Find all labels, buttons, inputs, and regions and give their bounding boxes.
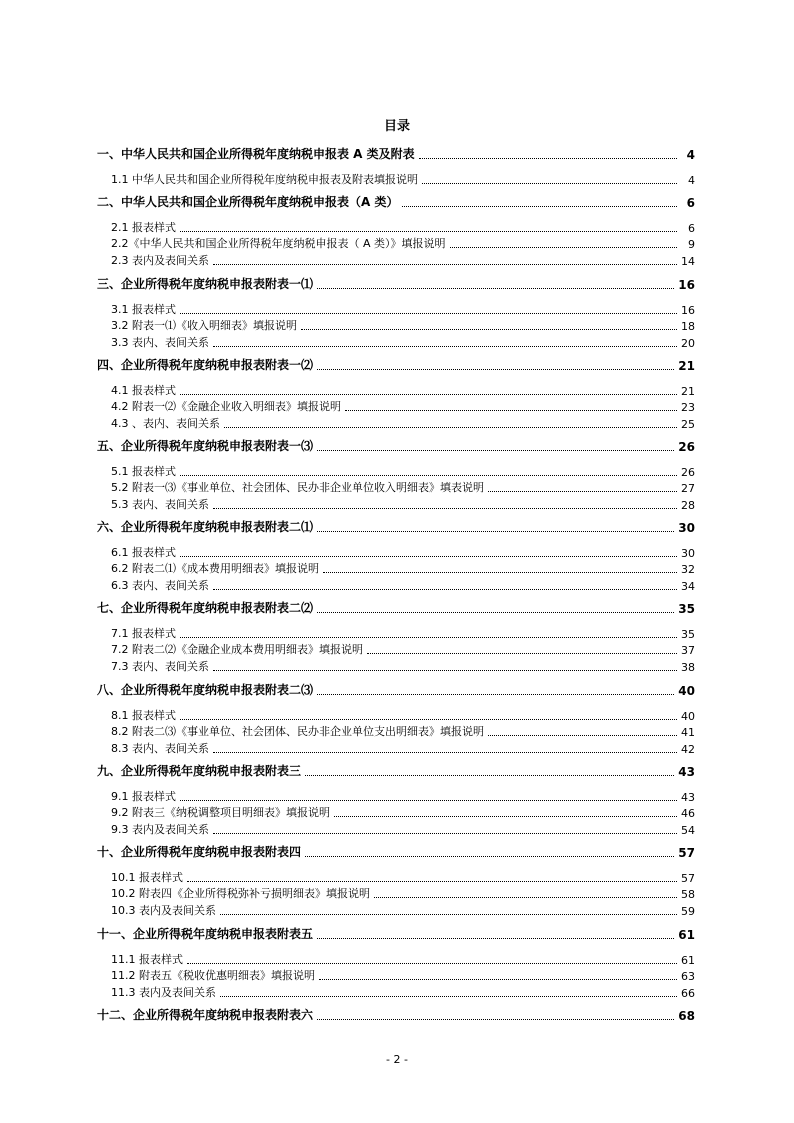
- toc-entry[interactable]: [97, 903, 695, 918]
- toc-entry[interactable]: [97, 318, 695, 333]
- toc-entry[interactable]: [97, 642, 695, 657]
- toc-entry-page: 20: [681, 337, 695, 350]
- toc-section-heading[interactable]: [97, 844, 695, 860]
- toc-entry-page: 42: [681, 743, 695, 756]
- toc-entry[interactable]: [97, 952, 695, 967]
- toc-section-heading-text: 十一、企业所得税年度纳税申报表附表五: [97, 927, 314, 941]
- dot-leader: [317, 288, 674, 289]
- toc-entry-page: 57: [681, 872, 695, 885]
- toc-section-heading-text: 十二、企业所得税年度纳税申报表附表六: [97, 1008, 314, 1022]
- toc-entry-text: 2.3 表内及表间关系: [111, 254, 209, 267]
- toc-entry-text: 9.3 表内及表间关系: [111, 823, 209, 836]
- toc-entry-page: 41: [681, 726, 695, 739]
- toc-entry[interactable]: [97, 789, 695, 804]
- toc-entry-page: 40: [681, 710, 695, 723]
- toc-entry-page: 23: [681, 401, 695, 414]
- toc-section-heading[interactable]: [97, 194, 695, 210]
- dot-leader: [374, 897, 677, 898]
- toc-entry-page: 63: [681, 970, 695, 983]
- toc-entry-text: 6.3 表内、表间关系: [111, 579, 209, 592]
- toc-section-heading-page: 4: [686, 148, 695, 162]
- dot-leader: [213, 752, 677, 753]
- toc-section-heading-page: 57: [678, 846, 695, 860]
- toc-entry-text: 9.2 附表三《纳税调整项目明细表》填报说明: [111, 806, 330, 819]
- toc-entry-text: 7.2 附表二⑵《金融企业成本费用明细表》填报说明: [111, 643, 363, 656]
- dot-leader: [402, 206, 677, 207]
- toc-section-heading-page: 40: [678, 684, 695, 698]
- toc-section-heading-text: 二、中华人民共和国企业所得税年度纳税申报表（A 类）: [97, 195, 399, 209]
- toc-entry-page: 4: [688, 174, 695, 187]
- toc-section-heading[interactable]: [97, 357, 695, 373]
- dot-leader: [419, 158, 677, 159]
- toc-entry[interactable]: [97, 886, 695, 901]
- toc-section-heading[interactable]: [97, 682, 695, 698]
- toc-section-heading-page: 61: [678, 928, 695, 942]
- dot-leader: [220, 914, 677, 915]
- toc-entry-page: 27: [681, 482, 695, 495]
- toc-section-heading-page: 26: [678, 440, 695, 454]
- toc-entry[interactable]: [97, 480, 695, 495]
- toc-entry-text: 4.1 报表样式: [111, 384, 176, 397]
- toc-entry-text: 10.3 表内及表间关系: [111, 904, 216, 917]
- toc-entry[interactable]: [97, 220, 695, 235]
- dot-leader: [220, 996, 677, 997]
- toc-entry[interactable]: [97, 985, 695, 1000]
- toc-entry-text: 1.1 中华人民共和国企业所得税年度纳税申报表及附表填报说明: [111, 173, 418, 186]
- toc-entry-text: 8.2 附表二⑶《事业单位、社会团体、民办非企业单位支出明细表》填报说明: [111, 725, 484, 738]
- dot-leader: [488, 491, 677, 492]
- dot-leader: [367, 653, 677, 654]
- toc-entry[interactable]: [97, 870, 695, 885]
- toc-entry-text: 3.3 表内、表间关系: [111, 336, 209, 349]
- dot-leader: [305, 775, 674, 776]
- toc-entry-text: 6.1 报表样式: [111, 546, 176, 559]
- dot-leader: [180, 800, 677, 801]
- toc-entry-text: 4.3 、表内、表间关系: [111, 417, 220, 430]
- dot-leader: [323, 572, 677, 573]
- toc-section-heading[interactable]: [97, 1007, 695, 1023]
- toc-entry[interactable]: [97, 302, 695, 317]
- toc-entry-text: 11.2 附表五《税收优惠明细表》填报说明: [111, 969, 315, 982]
- dot-leader: [301, 329, 677, 330]
- toc-title: 目录: [383, 119, 410, 134]
- toc-entry-page: 38: [681, 661, 695, 674]
- toc-entry-page: 6: [688, 222, 695, 235]
- toc-section-heading-text: 十、企业所得税年度纳税申报表附表四: [97, 845, 302, 859]
- toc-entry-page: 66: [681, 987, 695, 1000]
- toc-entry-page: 35: [681, 628, 695, 641]
- toc-entry[interactable]: [97, 724, 695, 739]
- toc-entry[interactable]: [97, 805, 695, 820]
- toc-entry-page: 25: [681, 418, 695, 431]
- toc-entry-text: 2.2《中华人民共和国企业所得税年度纳税申报表（ A 类）》填报说明: [111, 237, 446, 250]
- toc-section-heading-text: 九、企业所得税年度纳税申报表附表三: [97, 764, 302, 778]
- toc-entry-text: 5.2 附表一⑶《事业单位、社会团体、民办非企业单位收入明细表》填表说明: [111, 481, 484, 494]
- toc-entry-page: 54: [681, 824, 695, 837]
- toc-entry-page: 30: [681, 547, 695, 560]
- toc-section-heading[interactable]: [97, 926, 695, 942]
- toc-entry-page: 16: [681, 304, 695, 317]
- toc-entry-page: 32: [681, 563, 695, 576]
- dot-leader: [180, 637, 677, 638]
- toc-section-heading-page: 21: [678, 359, 695, 373]
- dot-leader: [187, 881, 677, 882]
- toc-entry-page: 28: [681, 499, 695, 512]
- toc-entry-text: 4.2 附表一⑵《金融企业收入明细表》填报说明: [111, 400, 341, 413]
- toc-entry-page: 59: [681, 905, 695, 918]
- dot-leader: [317, 531, 674, 532]
- toc-entry-text: 11.1 报表样式: [111, 953, 183, 966]
- toc-entry-page: 14: [681, 255, 695, 268]
- toc-entry[interactable]: [97, 497, 695, 512]
- dot-leader: [213, 833, 677, 834]
- toc-entry[interactable]: [97, 464, 695, 479]
- toc-entry[interactable]: [97, 383, 695, 398]
- dot-leader: [213, 264, 677, 265]
- dot-leader: [305, 856, 674, 857]
- toc-entry-page: 37: [681, 644, 695, 657]
- dot-leader: [317, 450, 674, 451]
- dot-leader: [317, 369, 674, 370]
- dot-leader: [317, 938, 674, 939]
- toc-section-heading-page: 68: [678, 1009, 695, 1023]
- toc-entry-page: 18: [681, 320, 695, 333]
- dot-leader: [317, 694, 674, 695]
- toc-entry[interactable]: [97, 659, 695, 674]
- toc-entry-page: 61: [681, 954, 695, 967]
- toc-entry-text: 11.3 表内及表间关系: [111, 986, 216, 999]
- toc-entry[interactable]: [97, 416, 695, 431]
- toc-entry[interactable]: [97, 741, 695, 756]
- toc-entry-text: 9.1 报表样式: [111, 790, 176, 803]
- toc-entry[interactable]: [97, 236, 695, 251]
- toc-entry-text: 3.1 报表样式: [111, 303, 176, 316]
- toc-entry-page: 21: [681, 385, 695, 398]
- toc-entry-text: 8.1 报表样式: [111, 709, 176, 722]
- dot-leader: [319, 979, 677, 980]
- toc-section-heading[interactable]: [97, 438, 695, 454]
- dot-leader: [213, 346, 677, 347]
- toc-entry-text: 5.3 表内、表间关系: [111, 498, 209, 511]
- toc-entry-page: 58: [681, 888, 695, 901]
- dot-leader: [213, 508, 677, 509]
- toc-section-heading[interactable]: [97, 519, 695, 535]
- toc-entry[interactable]: [97, 253, 695, 268]
- toc-section-heading-text: 四、企业所得税年度纳税申报表附表一⑵: [97, 358, 314, 372]
- toc-entry-page: 9: [688, 238, 695, 251]
- toc-entry[interactable]: [97, 172, 695, 187]
- dot-leader: [180, 231, 677, 232]
- toc-section-heading-page: 35: [678, 602, 695, 616]
- toc-entry-text: 10.1 报表样式: [111, 871, 183, 884]
- toc-list: [97, 0, 695, 1123]
- toc-entry-text: 7.1 报表样式: [111, 627, 176, 640]
- dot-leader: [422, 183, 677, 184]
- dot-leader: [213, 589, 677, 590]
- toc-entry-text: 5.1 报表样式: [111, 465, 176, 478]
- dot-leader: [180, 556, 677, 557]
- dot-leader: [213, 670, 677, 671]
- toc-entry-page: 26: [681, 466, 695, 479]
- toc-entry[interactable]: [97, 335, 695, 350]
- toc-entry[interactable]: [97, 399, 695, 414]
- dot-leader: [180, 475, 677, 476]
- toc-entry[interactable]: [97, 822, 695, 837]
- toc-entry[interactable]: [97, 708, 695, 723]
- toc-entry-text: 7.3 表内、表间关系: [111, 660, 209, 673]
- toc-entry-text: 6.2 附表二⑴《成本费用明细表》填报说明: [111, 562, 319, 575]
- page-number: - 2 -: [386, 1053, 408, 1066]
- dot-leader: [488, 735, 677, 736]
- toc-entry-text: 8.3 表内、表间关系: [111, 742, 209, 755]
- dot-leader: [334, 816, 677, 817]
- toc-entry[interactable]: [97, 626, 695, 641]
- toc-section-heading-text: 八、企业所得税年度纳税申报表附表二⑶: [97, 683, 314, 697]
- dot-leader: [450, 247, 677, 248]
- toc-section-heading[interactable]: [97, 600, 695, 616]
- dot-leader: [345, 410, 677, 411]
- toc-entry[interactable]: [97, 578, 695, 593]
- toc-section-heading-page: 43: [678, 765, 695, 779]
- toc-entry[interactable]: [97, 545, 695, 560]
- toc-entry-page: 43: [681, 791, 695, 804]
- toc-entry-page: 34: [681, 580, 695, 593]
- toc-section-heading-page: 16: [678, 278, 695, 292]
- toc-section-heading-page: 6: [686, 196, 695, 210]
- toc-section-heading-text: 三、企业所得税年度纳税申报表附表一⑴: [97, 277, 314, 291]
- toc-entry[interactable]: [97, 561, 695, 576]
- dot-leader: [180, 313, 677, 314]
- toc-section-heading-text: 五、企业所得税年度纳税申报表附表一⑶: [97, 439, 314, 453]
- toc-entry-text: 10.2 附表四《企业所得税弥补亏损明细表》填报说明: [111, 887, 370, 900]
- toc-section-heading-page: 30: [678, 521, 695, 535]
- dot-leader: [224, 427, 677, 428]
- toc-section-heading[interactable]: [97, 763, 695, 779]
- dot-leader: [317, 612, 674, 613]
- dot-leader: [180, 719, 677, 720]
- toc-section-heading-text: 六、企业所得税年度纳税申报表附表二⑴: [97, 520, 314, 534]
- toc-section-heading[interactable]: [97, 146, 695, 162]
- dot-leader: [317, 1019, 674, 1020]
- toc-entry-text: 2.1 报表样式: [111, 221, 176, 234]
- dot-leader: [187, 963, 677, 964]
- toc-section-heading[interactable]: [97, 276, 695, 292]
- toc-entry-text: 3.2 附表一⑴《收入明细表》填报说明: [111, 319, 297, 332]
- toc-section-heading-text: 七、企业所得税年度纳税申报表附表二⑵: [97, 601, 314, 615]
- dot-leader: [180, 394, 677, 395]
- toc-entry[interactable]: [97, 968, 695, 983]
- toc-entry-page: 46: [681, 807, 695, 820]
- toc-section-heading-text: 一、中华人民共和国企业所得税年度纳税申报表 A 类及附表: [97, 147, 415, 161]
